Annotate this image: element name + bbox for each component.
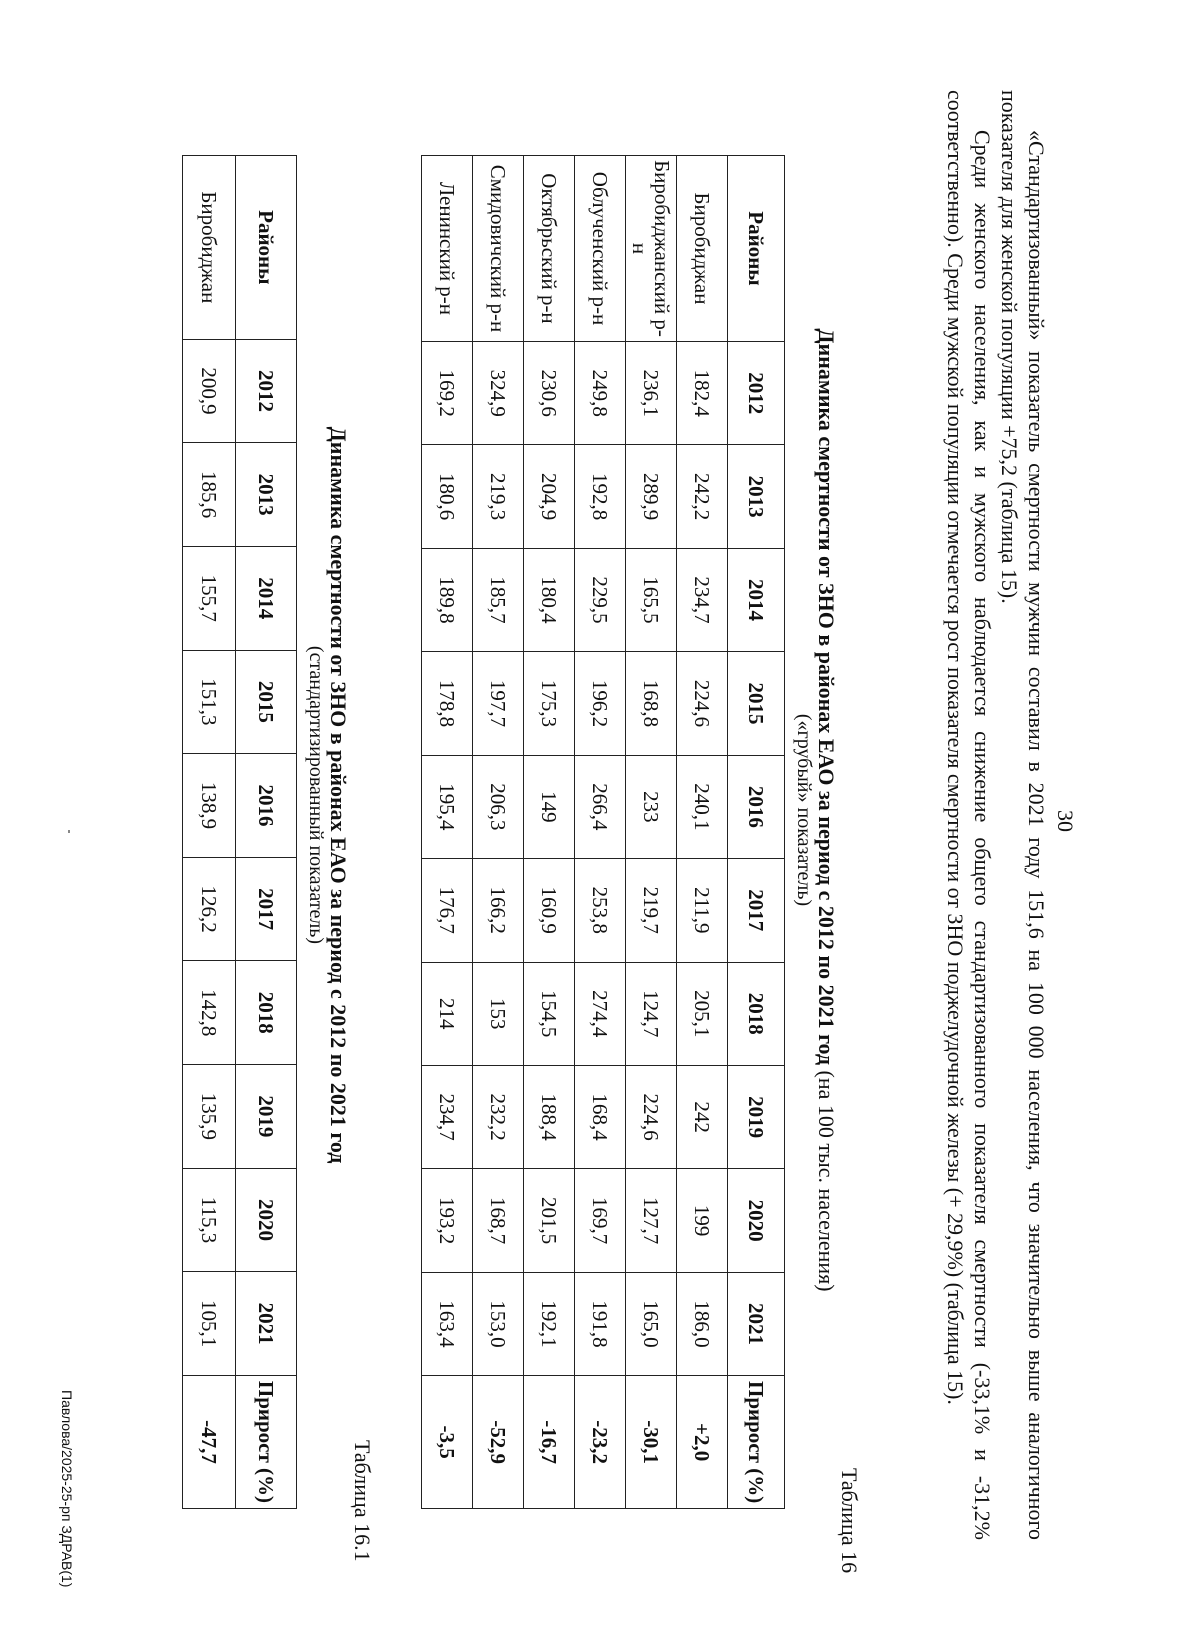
scan-speck xyxy=(68,830,70,833)
table-cell: 230,6 xyxy=(524,341,575,444)
table-cell: 149 xyxy=(524,755,575,858)
table-16-1-title-bold: Динамика смертности от ЗНО в районах ЕАО за период с 2012 по 2021 год xyxy=(326,426,351,1164)
table-cell: 234,7 xyxy=(422,1065,473,1168)
district-name: Смидовичский р-н xyxy=(473,156,524,342)
district-name: Биробиджан xyxy=(677,156,728,342)
column-header: 2013 xyxy=(728,445,785,548)
table-cell: 169,2 xyxy=(422,341,473,444)
growth-cell: -23,2 xyxy=(575,1376,626,1509)
growth-cell: -47,7 xyxy=(183,1375,236,1508)
table-row xyxy=(626,156,677,1509)
table-16-1-title xyxy=(306,230,350,1360)
table-cell: 153 xyxy=(473,962,524,1065)
table-cell: 205,1 xyxy=(677,962,728,1065)
table-cell: 135,9 xyxy=(183,1065,236,1169)
table-cell: 163,4 xyxy=(422,1272,473,1375)
column-header: 2017 xyxy=(728,859,785,962)
table-cell: 178,8 xyxy=(422,652,473,755)
column-header: 2020 xyxy=(236,1168,297,1272)
growth-cell: -30,1 xyxy=(626,1376,677,1509)
table-cell: 151,3 xyxy=(183,650,236,754)
table-cell: 233 xyxy=(626,755,677,858)
table-cell: 142,8 xyxy=(183,961,236,1065)
column-header: 2019 xyxy=(728,1065,785,1168)
table-16-title xyxy=(794,210,838,1410)
table-cell: 289,9 xyxy=(626,445,677,548)
column-header: 2015 xyxy=(728,652,785,755)
table-cell: 200,9 xyxy=(183,339,236,443)
column-header: 2013 xyxy=(236,443,297,547)
table-cell: 197,7 xyxy=(473,652,524,755)
table-cell: 105,1 xyxy=(183,1272,236,1376)
column-header: Районы xyxy=(236,156,297,340)
column-header: 2015 xyxy=(236,650,297,754)
table-cell: 242,2 xyxy=(677,445,728,548)
footer-reference: Павлова/2025-25-рп ЗДРАВ(1) xyxy=(59,1390,75,1588)
table-16-title-bold: Динамика смертности от ЗНО в районах ЕАО за период с 2012 по 2021 год xyxy=(814,328,839,1066)
table-row xyxy=(473,156,524,1509)
table-row xyxy=(183,156,236,1509)
table-cell: 154,5 xyxy=(524,962,575,1065)
column-header: Прирост (%) xyxy=(236,1375,297,1508)
table-cell: 168,7 xyxy=(473,1169,524,1272)
column-header: 2017 xyxy=(236,857,297,961)
table-cell: 192,8 xyxy=(575,445,626,548)
table-cell: 168,8 xyxy=(626,652,677,755)
table-cell: 165,0 xyxy=(626,1272,677,1375)
paragraph-2: Среди женского населения, как и мужского наблюдается снижение общего стандартизованного показателя смертности (-33,1% и -31,2% соответственно). Среди мужской популяции отмечается рост показателя смертности от ЗНО поджелудочной железы (+ 29,9%) (таблица 15). xyxy=(943,90,995,1540)
table-cell: 182,4 xyxy=(677,341,728,444)
table-cell: 193,2 xyxy=(422,1169,473,1272)
column-header: 2014 xyxy=(728,548,785,651)
table-cell: 155,7 xyxy=(183,546,236,650)
table-cell: 196,2 xyxy=(575,652,626,755)
column-header: 2018 xyxy=(728,962,785,1065)
table-16-1-number: Таблица 16.1 xyxy=(350,1440,375,1562)
table-cell: 127,7 xyxy=(626,1169,677,1272)
district-name: Биробиджанский р-н xyxy=(626,156,677,342)
table-cell: 180,6 xyxy=(422,445,473,548)
table-cell: 189,8 xyxy=(422,548,473,651)
table-cell: 199 xyxy=(677,1169,728,1272)
column-header: 2016 xyxy=(236,754,297,858)
growth-cell: -52,9 xyxy=(473,1376,524,1509)
district-name: Облученский р-н xyxy=(575,156,626,342)
page-number: 30 xyxy=(1053,810,1078,832)
table-cell: 191,8 xyxy=(575,1272,626,1375)
table-cell: 219,3 xyxy=(473,445,524,548)
table-cell: 175,3 xyxy=(524,652,575,755)
table-cell: 166,2 xyxy=(473,859,524,962)
table-cell: 185,6 xyxy=(183,443,236,547)
column-header: 2016 xyxy=(728,755,785,858)
table-cell: 240,1 xyxy=(677,755,728,858)
growth-cell: -3,5 xyxy=(422,1376,473,1509)
district-name: Ленинский р-н xyxy=(422,156,473,342)
table-header-row xyxy=(728,156,785,1509)
table-cell: 186,0 xyxy=(677,1272,728,1375)
table-cell: 249,8 xyxy=(575,341,626,444)
district-name: Октябрьский р-н xyxy=(524,156,575,342)
table-cell: 206,3 xyxy=(473,755,524,858)
column-header: 2020 xyxy=(728,1169,785,1272)
column-header: 2021 xyxy=(728,1272,785,1375)
column-header: 2019 xyxy=(236,1065,297,1169)
table-cell: 211,9 xyxy=(677,859,728,962)
table-cell: 266,4 xyxy=(575,755,626,858)
column-header: Районы xyxy=(728,156,785,342)
table-cell: 201,5 xyxy=(524,1169,575,1272)
paragraph-1: «Стандартизованный» показатель смертности мужчин составил в 2021 году 151,6 на 100 000 населения, что значительно выше аналогичного показателя для женской популяции +75,2 (таблица 15). xyxy=(997,90,1049,1540)
column-header: Прирост (%) xyxy=(728,1376,785,1509)
table-cell: 274,4 xyxy=(575,962,626,1065)
table-cell: 160,9 xyxy=(524,859,575,962)
table-cell: 224,6 xyxy=(626,1065,677,1168)
table-16 xyxy=(421,155,785,1509)
table-16-subtitle: («грубый» показатель) xyxy=(793,713,815,907)
table-cell: 195,4 xyxy=(422,755,473,858)
table-cell: 253,8 xyxy=(575,859,626,962)
table-cell: 180,4 xyxy=(524,548,575,651)
column-header: 2014 xyxy=(236,546,297,650)
growth-cell: +2,0 xyxy=(677,1376,728,1509)
table-cell: 153,0 xyxy=(473,1272,524,1375)
column-header: 2021 xyxy=(236,1272,297,1376)
table-cell: 232,2 xyxy=(473,1065,524,1168)
table-cell: 169,7 xyxy=(575,1169,626,1272)
growth-cell: -16,7 xyxy=(524,1376,575,1509)
district-name: Биробиджан xyxy=(183,156,236,340)
table-cell: 234,7 xyxy=(677,548,728,651)
table-row xyxy=(524,156,575,1509)
table-cell: 324,9 xyxy=(473,341,524,444)
table-cell: 165,5 xyxy=(626,548,677,651)
table-header-row xyxy=(236,156,297,1509)
column-header: 2012 xyxy=(728,341,785,444)
table-cell: 219,7 xyxy=(626,859,677,962)
table-cell: 176,7 xyxy=(422,859,473,962)
table-16-number: Таблица 16 xyxy=(837,1468,862,1574)
table-cell: 124,7 xyxy=(626,962,677,1065)
table-cell: 185,7 xyxy=(473,548,524,651)
table-cell: 126,2 xyxy=(183,857,236,961)
table-cell: 192,1 xyxy=(524,1272,575,1375)
table-cell: 242 xyxy=(677,1065,728,1168)
table-cell: 115,3 xyxy=(183,1168,236,1272)
table-cell: 204,9 xyxy=(524,445,575,548)
table-row xyxy=(575,156,626,1509)
table-16-1-subtitle: (стандартизированный показатель) xyxy=(305,645,327,945)
table-cell: 214 xyxy=(422,962,473,1065)
table-cell: 188,4 xyxy=(524,1065,575,1168)
column-header: 2012 xyxy=(236,339,297,443)
table-cell: 236,1 xyxy=(626,341,677,444)
table-cell: 138,9 xyxy=(183,754,236,858)
table-row xyxy=(677,156,728,1509)
table-cell: 229,5 xyxy=(575,548,626,651)
table-row xyxy=(422,156,473,1509)
column-header: 2018 xyxy=(236,961,297,1065)
table-cell: 224,6 xyxy=(677,652,728,755)
table-cell: 168,4 xyxy=(575,1065,626,1168)
table-16-title-unit: (на 100 тыс. населения) xyxy=(814,1065,839,1292)
table-16-1 xyxy=(182,155,297,1509)
